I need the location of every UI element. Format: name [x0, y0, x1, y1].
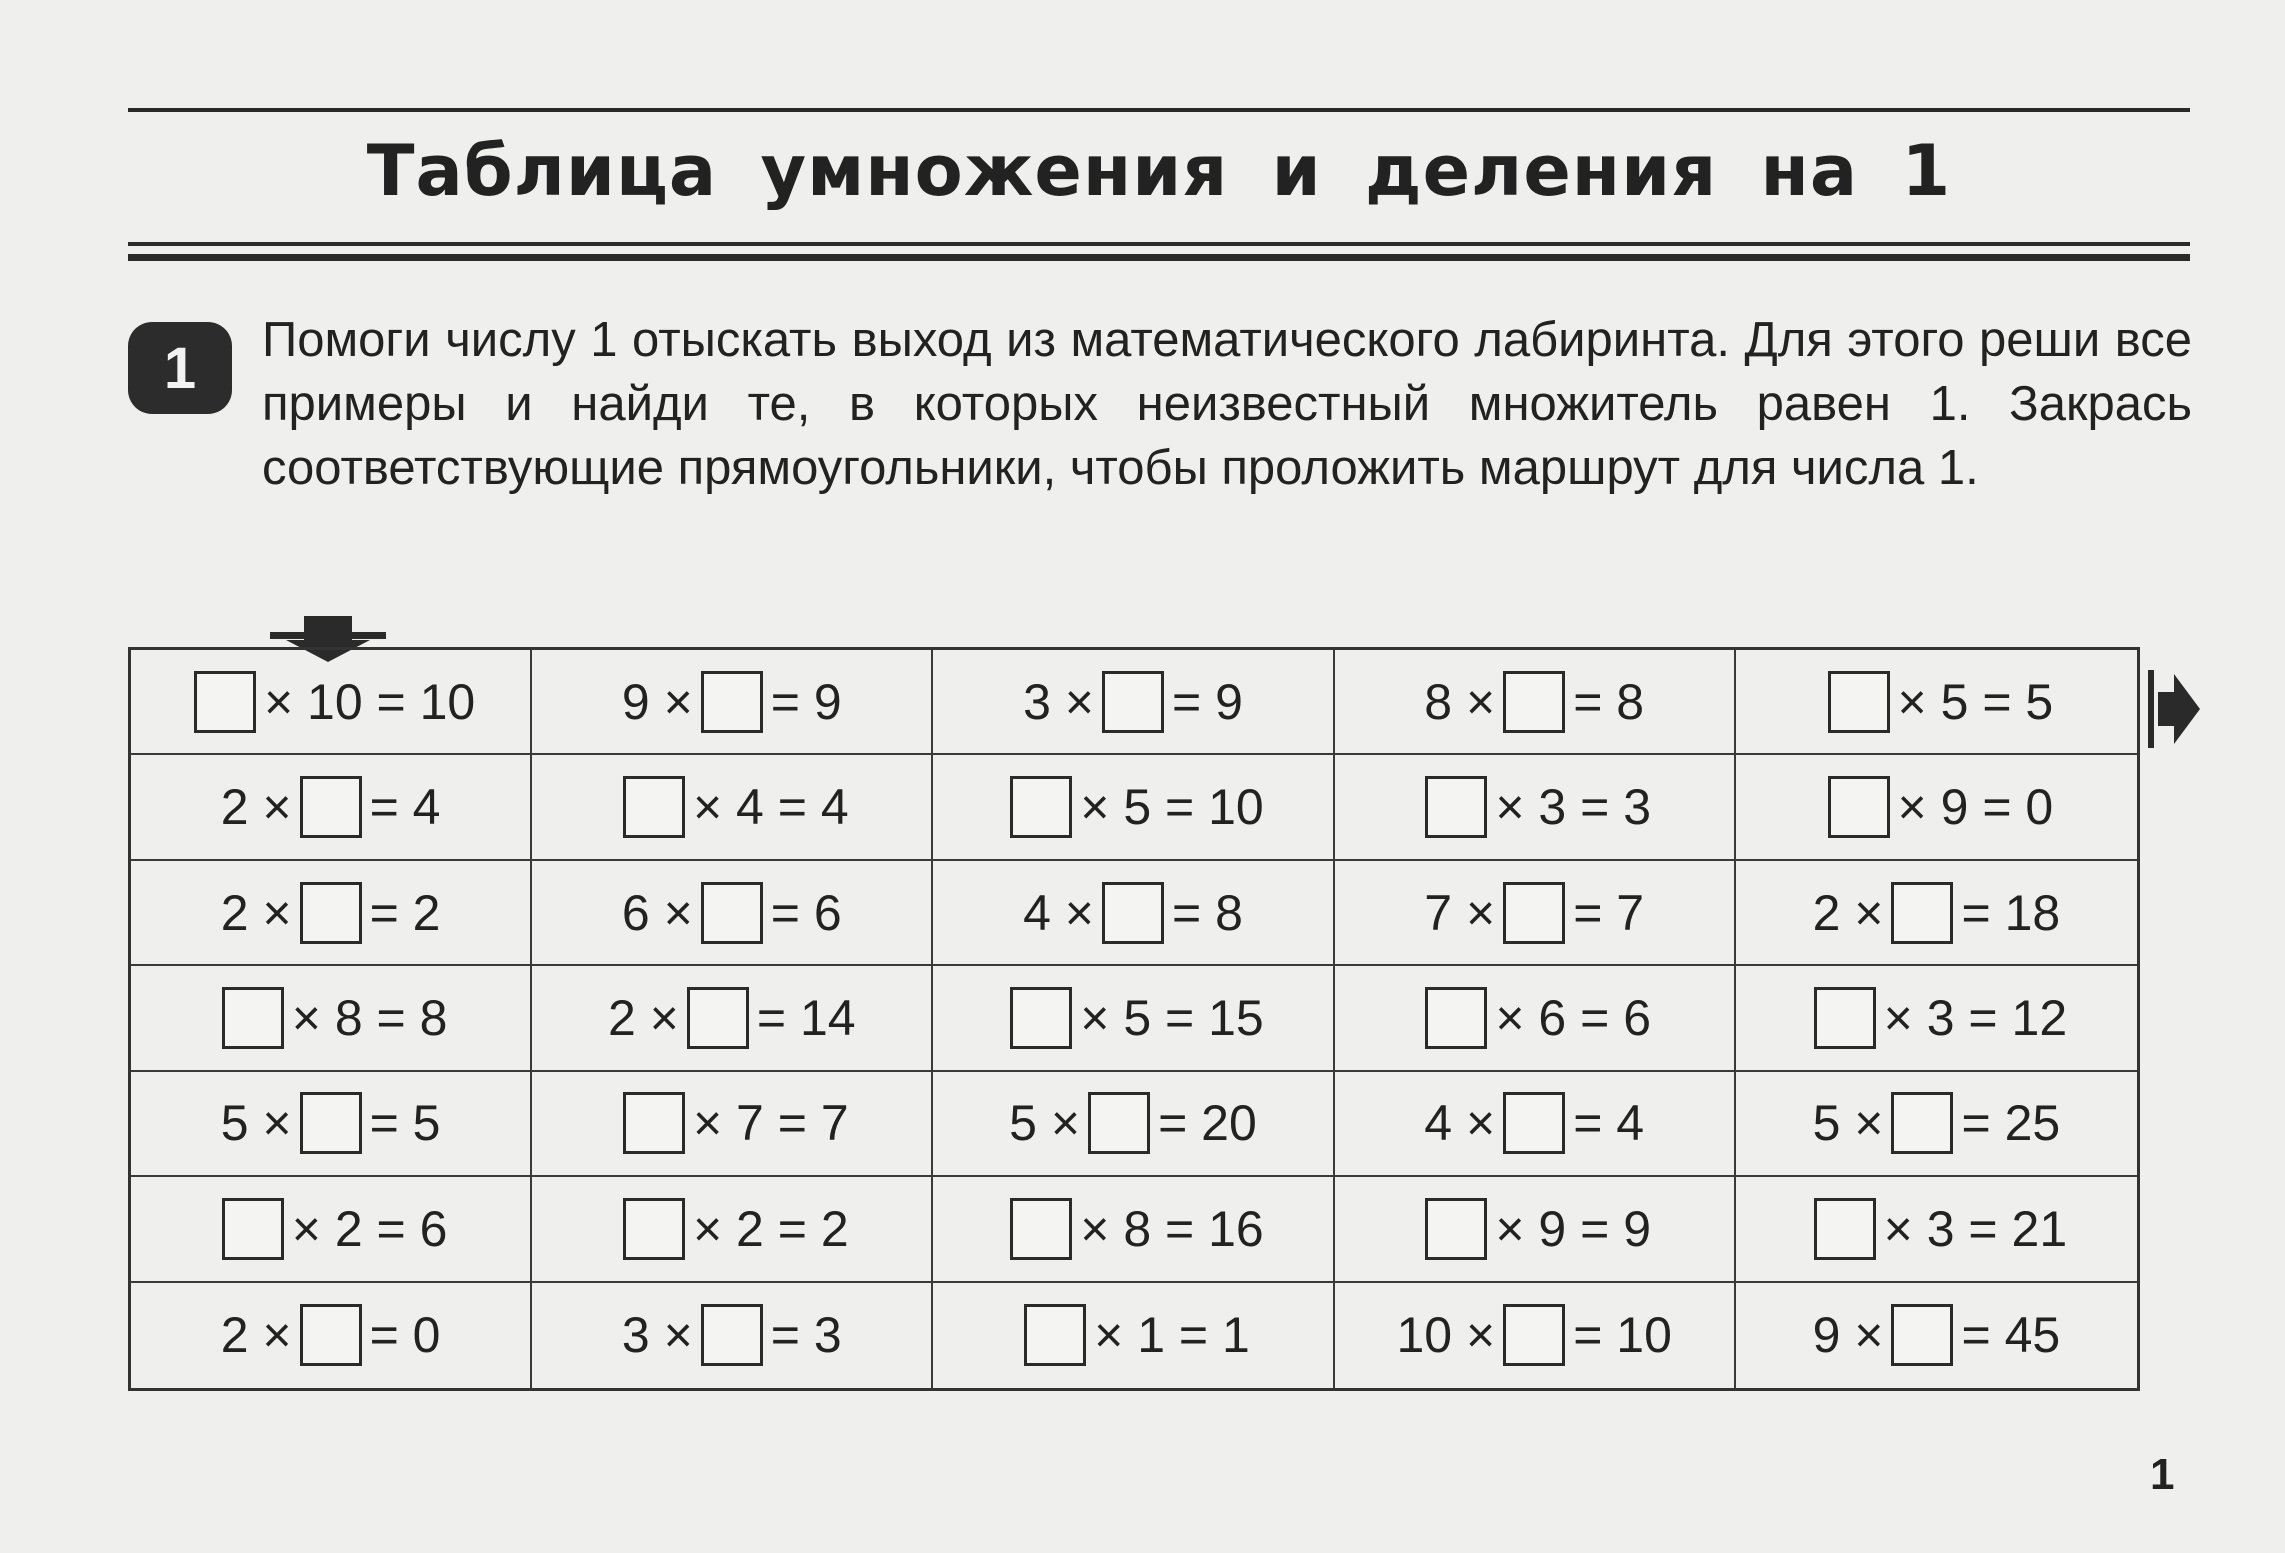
equation-left: 5 × — [1812, 1095, 1884, 1152]
answer-box[interactable] — [300, 882, 362, 944]
answer-box[interactable] — [1102, 671, 1164, 733]
task-instructions: Помоги числу 1 отыскать выход из математического лабиринта. Для этого реши все примеры и найди те, в которых неизвестный множитель равен 1. Закрась соответствующие прямоугольники, чтобы проложить маршрут для числа 1. — [262, 313, 2192, 495]
answer-box[interactable] — [701, 671, 763, 733]
maze-cell[interactable] — [1335, 1072, 1736, 1177]
equation-right: × 4 = 4 — [692, 779, 849, 836]
maze-cell[interactable] — [1335, 1177, 1736, 1282]
answer-box[interactable] — [1024, 1304, 1086, 1366]
answer-box[interactable] — [1891, 1304, 1953, 1366]
equation-left: 6 × — [621, 884, 693, 941]
answer-box[interactable] — [300, 776, 362, 838]
equation-right: = 9 — [770, 673, 842, 730]
maze-cell[interactable] — [1736, 1177, 2137, 1282]
answer-box[interactable] — [1503, 671, 1565, 733]
equation-right: × 5 = 5 — [1897, 673, 2054, 730]
top-rule — [128, 108, 2190, 112]
equation-right: × 5 = 10 — [1080, 779, 1264, 836]
equation-left: 2 × — [220, 884, 292, 941]
answer-box[interactable] — [1814, 987, 1876, 1049]
answer-box[interactable] — [1828, 776, 1890, 838]
maze-cell[interactable] — [1736, 650, 2137, 755]
equation-right: × 5 = 15 — [1080, 989, 1264, 1046]
equation-right: = 8 — [1171, 884, 1243, 941]
answer-box[interactable] — [1425, 1198, 1487, 1260]
answer-box[interactable] — [1828, 671, 1890, 733]
answer-box[interactable] — [701, 1304, 763, 1366]
maze-cell[interactable] — [131, 650, 532, 755]
maze-cell[interactable] — [131, 1072, 532, 1177]
equation-right: = 25 — [1961, 1095, 2061, 1152]
equation-right: = 18 — [1961, 884, 2061, 941]
equation-right: = 20 — [1158, 1095, 1257, 1152]
maze-cell[interactable] — [532, 861, 933, 966]
answer-box[interactable] — [687, 987, 749, 1049]
equation-right: = 9 — [1171, 673, 1243, 730]
maze-cell[interactable] — [933, 1072, 1334, 1177]
equation-left: 2 × — [220, 779, 292, 836]
equation-left: 8 × — [1424, 673, 1496, 730]
maze-cell[interactable] — [532, 755, 933, 860]
equation-right: = 7 — [1573, 884, 1645, 941]
maze-cell[interactable] — [933, 1177, 1334, 1282]
answer-box[interactable] — [300, 1092, 362, 1154]
equation-left: 5 × — [1009, 1095, 1081, 1152]
answer-box[interactable] — [623, 1092, 685, 1154]
maze-cell[interactable] — [131, 1177, 532, 1282]
equation-left: 3 × — [621, 1307, 693, 1364]
equation-left: 10 × — [1396, 1307, 1496, 1364]
maze-cell[interactable] — [131, 966, 532, 1071]
maze-cell[interactable] — [1335, 755, 1736, 860]
equation-right: × 2 = 6 — [291, 1200, 448, 1257]
equation-right: × 10 = 10 — [263, 673, 476, 730]
equation-right: × 6 = 6 — [1495, 989, 1652, 1046]
maze-cell[interactable] — [131, 1283, 532, 1388]
equation-left: 2 × — [1812, 884, 1884, 941]
answer-box[interactable] — [1088, 1092, 1150, 1154]
equation-right: = 0 — [369, 1307, 441, 1364]
equation-right: = 2 — [369, 884, 441, 941]
answer-box[interactable] — [1891, 1092, 1953, 1154]
equation-right: = 8 — [1573, 673, 1645, 730]
maze-cell[interactable] — [532, 1072, 933, 1177]
page-number: 1 — [2150, 1450, 2175, 1499]
answer-box[interactable] — [1503, 882, 1565, 944]
maze-cell[interactable] — [1736, 755, 2137, 860]
maze-cell[interactable] — [1335, 966, 1736, 1071]
answer-box[interactable] — [222, 1198, 284, 1260]
title-underline-thick — [128, 254, 2190, 261]
answer-box[interactable] — [701, 882, 763, 944]
equation-left: 2 × — [220, 1307, 292, 1364]
maze-cell[interactable] — [131, 755, 532, 860]
maze-cell[interactable] — [1335, 650, 1736, 755]
page-title: Таблица умножения и деления на 1 — [366, 130, 1952, 212]
equation-right: = 10 — [1573, 1307, 1672, 1364]
maze-grid — [128, 647, 2140, 1391]
answer-box[interactable] — [300, 1304, 362, 1366]
answer-box[interactable] — [623, 776, 685, 838]
equation-left: 4 × — [1023, 884, 1094, 941]
equation-right: × 3 = 3 — [1495, 779, 1652, 836]
answer-box[interactable] — [1010, 776, 1072, 838]
maze-cell[interactable] — [933, 1283, 1334, 1388]
equation-right: × 8 = 8 — [291, 989, 448, 1046]
equation-right: = 3 — [770, 1307, 842, 1364]
equation-right: × 3 = 21 — [1883, 1200, 2068, 1257]
equation-right: = 45 — [1961, 1307, 2061, 1364]
answer-box[interactable] — [1010, 1198, 1072, 1260]
equation-right: = 4 — [369, 779, 441, 836]
maze-cell[interactable] — [532, 966, 933, 1071]
title-underline — [128, 242, 2190, 246]
answer-box[interactable] — [1891, 882, 1953, 944]
answer-box[interactable] — [194, 671, 256, 733]
answer-box[interactable] — [1425, 776, 1487, 838]
answer-box[interactable] — [1010, 987, 1072, 1049]
equation-right: × 1 = 1 — [1094, 1307, 1250, 1364]
equation-right: = 6 — [770, 884, 842, 941]
maze-cell[interactable] — [1736, 1283, 2137, 1388]
answer-box[interactable] — [1814, 1198, 1876, 1260]
equation-left: 4 × — [1424, 1095, 1496, 1152]
answer-box[interactable] — [1102, 882, 1164, 944]
equation-right: × 3 = 12 — [1883, 989, 2068, 1046]
equation-left: 7 × — [1424, 884, 1496, 941]
answer-box[interactable] — [222, 987, 284, 1049]
maze-cell[interactable] — [933, 861, 1334, 966]
task-number-badge: 1 — [128, 322, 232, 414]
equation-left: 3 × — [1023, 673, 1094, 730]
maze-cell[interactable] — [933, 966, 1334, 1071]
equation-right: = 5 — [369, 1095, 441, 1152]
answer-box[interactable] — [1425, 987, 1487, 1049]
maze-cell[interactable] — [1335, 1283, 1736, 1388]
maze-cell[interactable] — [532, 1177, 933, 1282]
equation-right: = 4 — [1573, 1095, 1645, 1152]
answer-box[interactable] — [1503, 1304, 1565, 1366]
maze-cell[interactable] — [933, 755, 1334, 860]
maze-cell[interactable] — [532, 650, 933, 755]
equation-left: 2 × — [607, 989, 679, 1046]
equation-right: × 8 = 16 — [1080, 1200, 1264, 1257]
maze-cell[interactable] — [532, 1283, 933, 1388]
maze-cell[interactable] — [933, 650, 1334, 755]
arrow-right-icon — [2148, 670, 2200, 748]
equation-right: × 9 = 9 — [1495, 1200, 1652, 1257]
answer-box[interactable] — [623, 1198, 685, 1260]
equation-right: × 9 = 0 — [1897, 779, 2054, 836]
equation-left: 5 × — [220, 1095, 292, 1152]
equation-left: 9 × — [1812, 1307, 1884, 1364]
maze-cell[interactable] — [1335, 861, 1736, 966]
equation-right: × 7 = 7 — [692, 1095, 849, 1152]
maze-cell[interactable] — [1736, 966, 2137, 1071]
maze-cell[interactable] — [1736, 861, 2137, 966]
answer-box[interactable] — [1503, 1092, 1565, 1154]
equation-left: 9 × — [621, 673, 693, 730]
equation-right: = 14 — [756, 989, 856, 1046]
maze-cell[interactable] — [131, 861, 532, 966]
maze-cell[interactable] — [1736, 1072, 2137, 1177]
equation-right: × 2 = 2 — [692, 1200, 849, 1257]
